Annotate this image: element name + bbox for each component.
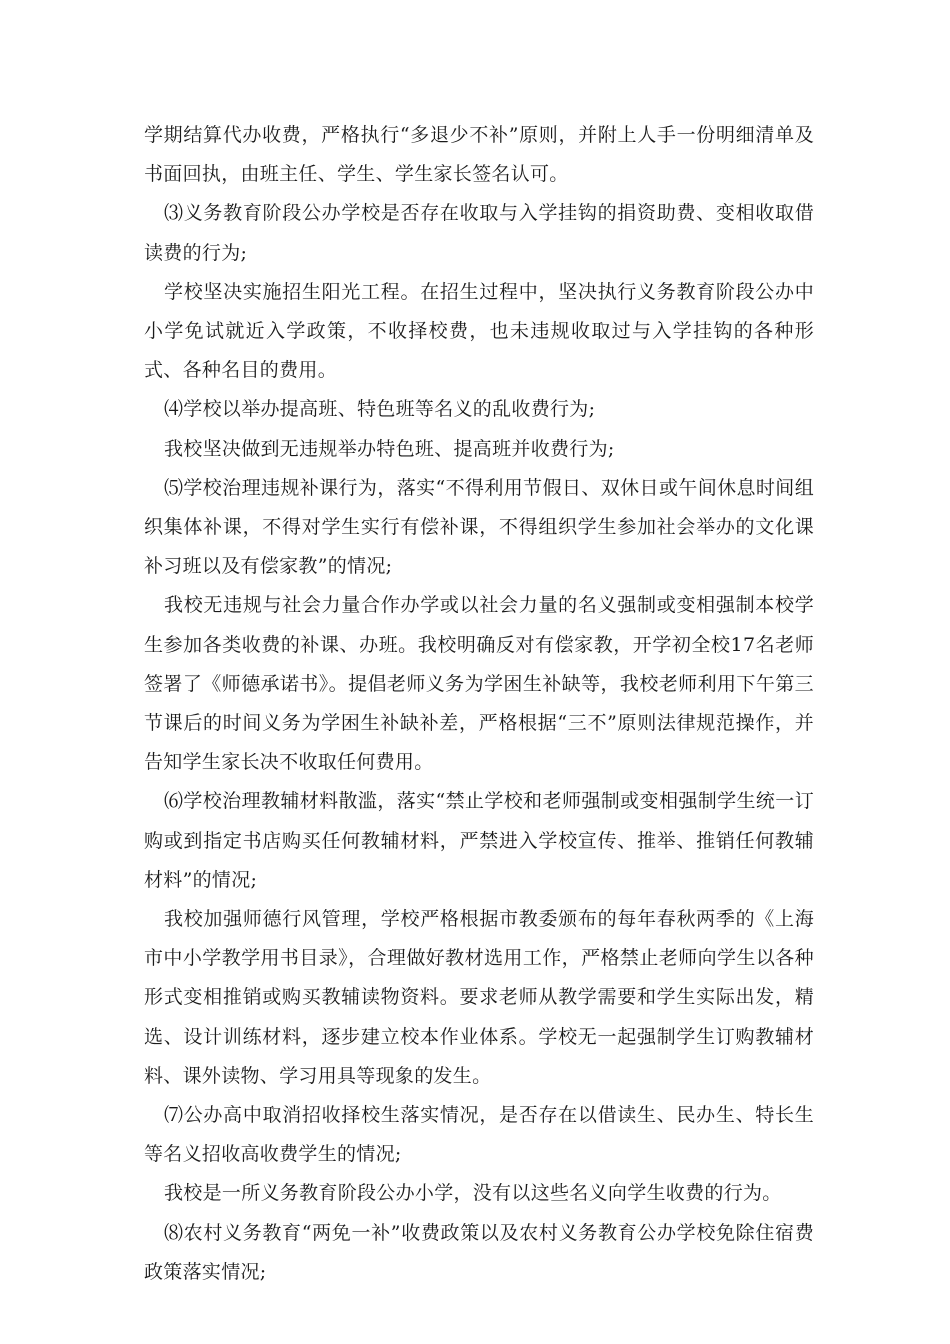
paragraph-item-4: ⑷学校以举办提高班、特色班等名义的乱收费行为; [164,398,596,421]
paragraph-continuation: 学期结算代办收费，严格执行“多退少不补”原则，并附上人手一份明细清单及书面回执，由班主任、学生、学生家长签名认可。 [144,124,814,186]
paragraph-response-6: 我校加强师德行风管理，学校严格根据市教委颁布的每年春秋两季的《上海市中小学教学用书目录》，合理做好教材选用工作，严格禁止老师向学生以各种形式变相推销或购买教辅读物资料。要求老师从教学需要和学生实际出发，精选、设计训练材料，逐步建立校本作业体系。学校无一起强制学生订购教辅材料、课外读物、学习用具等现象的发生。 [144,908,814,1087]
document-body [144,116,814,1292]
paragraph-response-5: 我校无违规与社会力量合作办学或以社会力量的名义强制或变相强制本校学生参加各类收费的补课、办班。我校明确反对有偿家教，开学初全校17名老师签署了《师德承诺书》。提倡老师义务为学困生补缺等，我校老师利用下午第三节课后的时间义务为学困生补缺补差，严格根据“三不”原则法律规范操作，并告知学生家长决不收取任何费用。 [144,594,814,774]
paragraph-item-3: ⑶义务教育阶段公办学校是否存在收取与入学挂钩的捐资助费、变相收取借读费的行为; [144,202,814,264]
paragraph-response-3: 学校坚决实施招生阳光工程。在招生过程中，坚决执行义务教育阶段公办中小学免试就近入学政策，不收择校费，也未违规收取过与入学挂钩的各种形式、各种名目的费用。 [144,280,814,382]
paragraph-item-7: ⑺公办高中取消招收择校生落实情况，是否存在以借读生、民办生、特长生等名义招收高收费学生的情况; [144,1104,814,1166]
paragraph-item-8: ⑻农村义务教育“两免一补”收费政策以及农村义务教育公办学校免除住宿费政策落实情况; [144,1221,814,1283]
paragraph-response-4: 我校坚决做到无违规举办特色班、提高班并收费行为; [164,437,615,460]
paragraph-item-5: ⑸学校治理违规补课行为，落实“不得利用节假日、双休日或午间休息时间组织集体补课，不得对学生实行有偿补课，不得组织学生参加社会举办的文化课补习班以及有偿家教”的情况; [144,476,814,578]
paragraph-item-6: ⑹学校治理教辅材料散滥，落实“禁止学校和老师强制或变相强制学生统一订购或到指定书店购买任何教辅材料，严禁进入学校宣传、推举、推销任何教辅材料”的情况; [144,790,814,891]
paragraph-response-7: 我校是一所义务教育阶段公办小学，没有以这些名义向学生收费的行为。 [164,1182,782,1205]
